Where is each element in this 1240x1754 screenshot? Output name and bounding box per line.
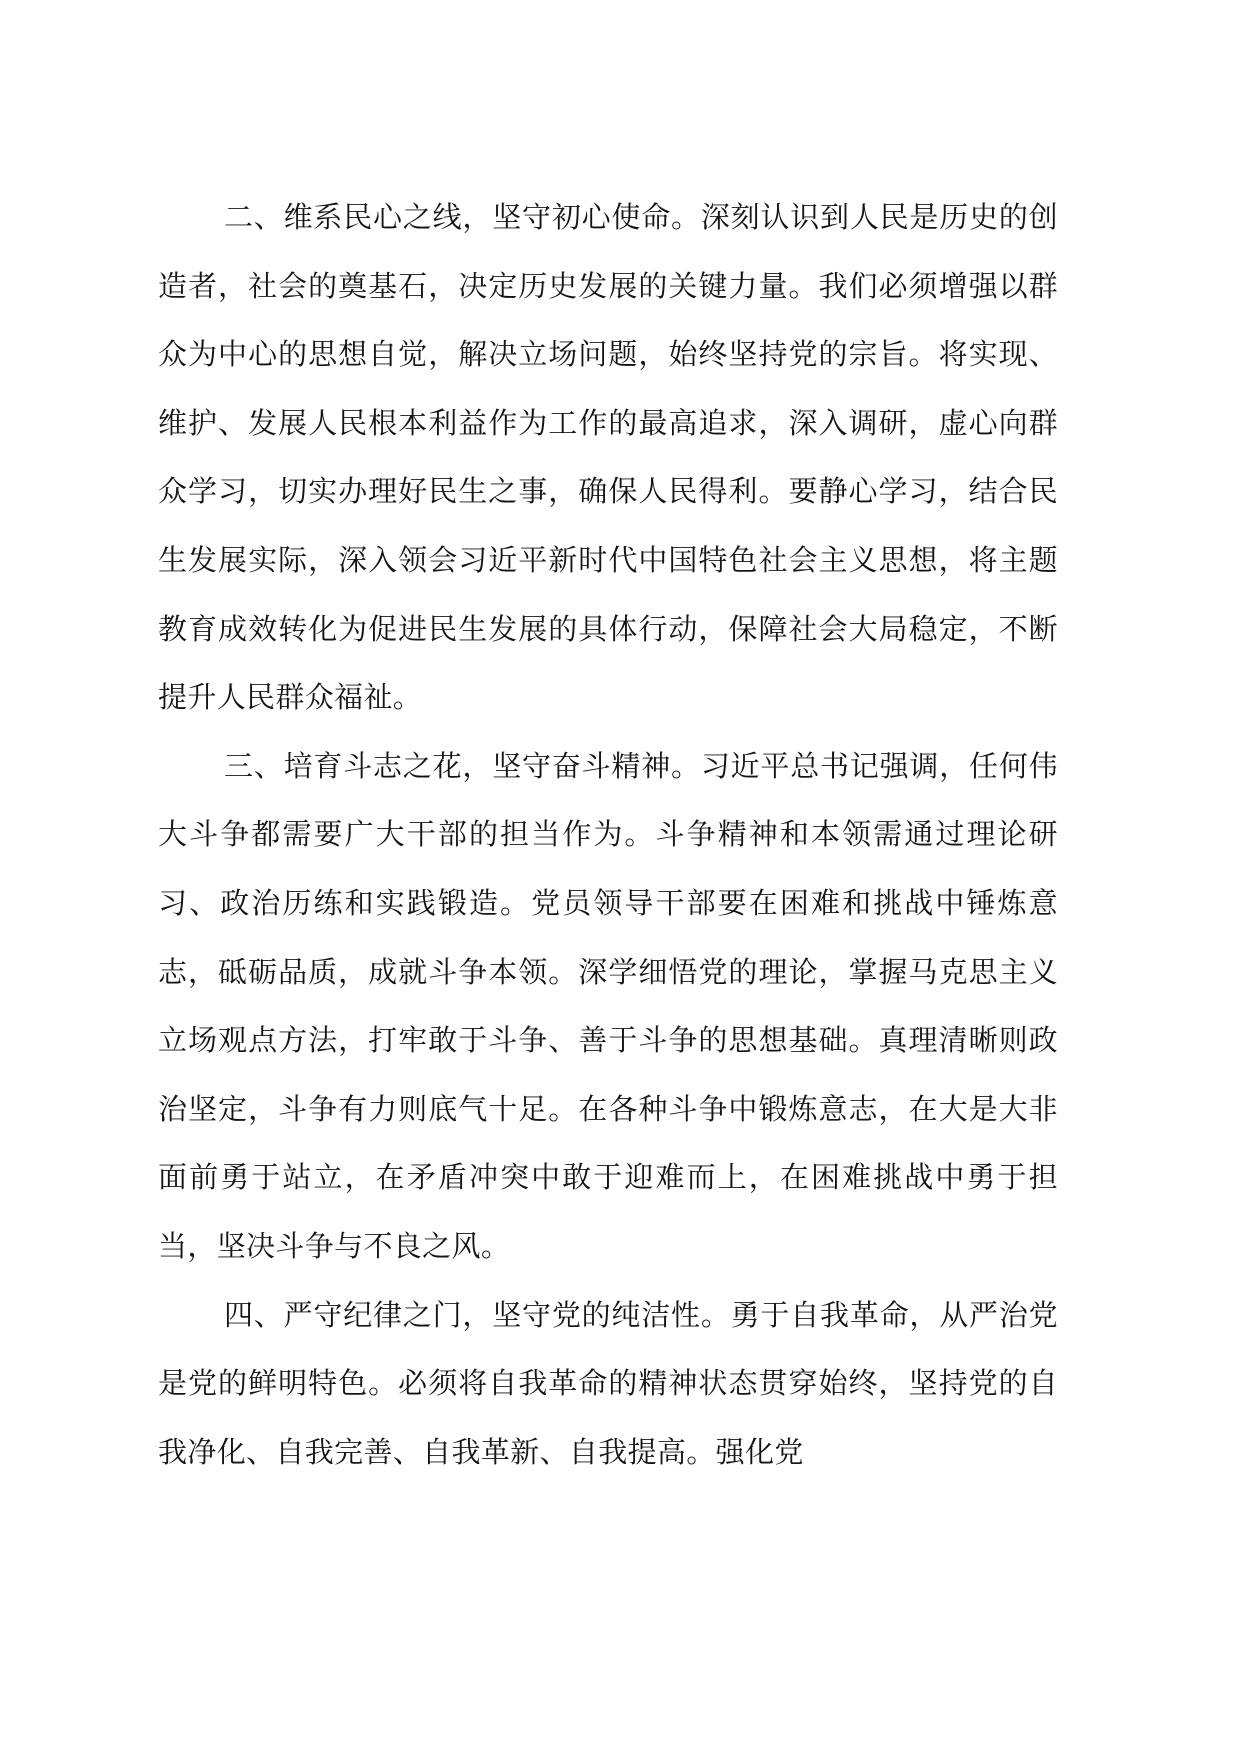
document-body — [158, 183, 1058, 1486]
paragraph-3: 三、培育斗志之花，坚守奋斗精神。习近平总书记强调，任何伟大斗争都需要广大干部的担当作为。斗争精神和本领需通过理论研习、政治历练和实践锻造。党员领导干部要在困难和挑战中锤炼意志，砥砺品质，成就斗争本领。深学细悟党的理论，掌握马克思主义立场观点方法，打牢敢于斗争、善于斗争的思想基础。真理清晰则政治坚定，斗争有力则底气十足。在各种斗争中锻炼意志，在大是大非面前勇于站立，在矛盾冲突中敢于迎难而上，在困难挑战中勇于担当，坚决斗争与不良之风。 — [158, 748, 1058, 1263]
paragraph-2: 二、维系民心之线，坚守初心使命。深刻认识到人民是历史的创造者，社会的奠基石，决定历史发展的关键力量。我们必须增强以群众为中心的思想自觉，解决立场问题，始终坚持党的宗旨。将实现、维护、发展人民根本利益作为工作的最高追求，深入调研，虚心向群众学习，切实办理好民生之事，确保人民得利。要静心学习，结合民生发展实际，深入领会习近平新时代中国特色社会主义思想，将主题教育成效转化为促进民生发展的具体行动，保障社会大局稳定，不断提升人民群众福祉。 — [158, 200, 1058, 715]
paragraph-4: 四、严守纪律之门，坚守党的纯洁性。勇于自我革命，从严治党是党的鲜明特色。必须将自我革命的精神状态贯穿始终，坚持党的自我净化、自我完善、自我革新、自我提高。强化党 — [158, 1297, 1058, 1469]
